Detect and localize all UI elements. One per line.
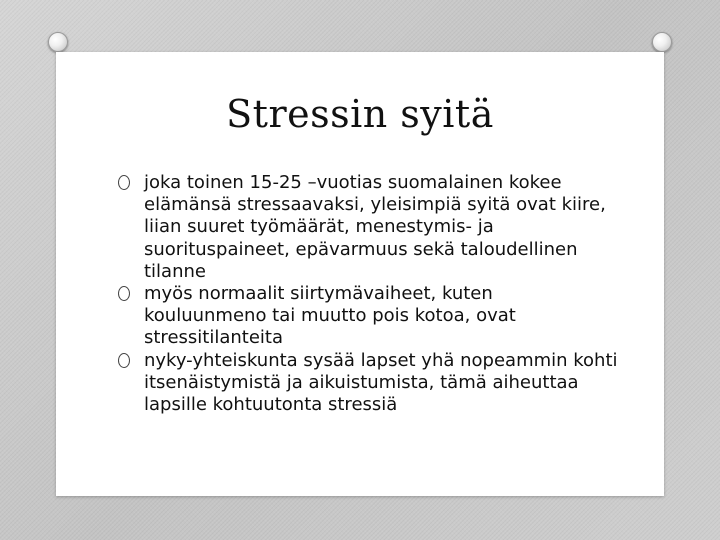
bullet-list [118,172,618,416]
bullet-text: myös normaalit siirtymävaiheet, kuten kouluunmeno tai muutto pois kotoa, ovat stressitilanteita [144,283,516,349]
pushpin-icon [48,32,68,52]
pushpin-icon [652,32,672,52]
list-item [118,172,618,283]
bullet-text: joka toinen 15-25 –vuotias suomalainen kokee elämänsä stressaavaksi, yleisimpiä syitä ovat kiire, liian suuret työmäärät, menestymis- ja suorituspaineet, epävarmuus sekä taloudellinen tilanne [144,172,606,282]
slide-title: Stressin syitä [226,92,494,136]
circle-outline-icon [118,353,130,368]
list-item [118,350,618,417]
circle-outline-icon [118,286,130,301]
bullet-text: nyky-yhteiskunta sysää lapset yhä nopeammin kohti itsenäistymistä ja aikuistumista, tämä aiheuttaa lapsille kohtuutonta stressiä [144,349,618,416]
circle-outline-icon [118,175,130,190]
list-item [118,283,618,350]
